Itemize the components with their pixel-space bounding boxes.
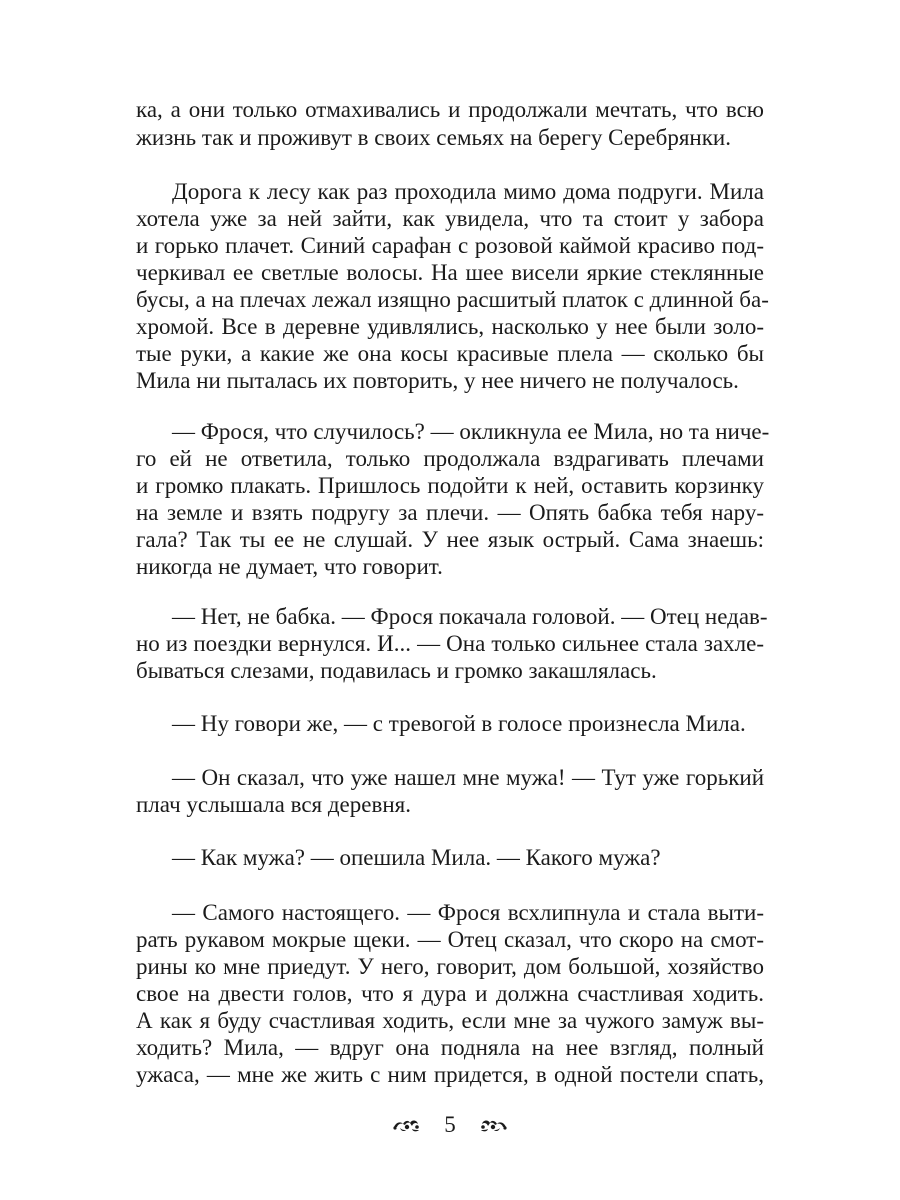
text-line: бусы, а на плечах лежал изящно расшитый платок с длинной ба- <box>136 287 769 312</box>
text-line: го ей не ответила, только продолжала вздрагивать плечами <box>136 446 764 471</box>
text-line: тые руки, а какие же она косы красивые плела — сколько бы <box>136 341 764 366</box>
text-line: ходить? Мила, — вдруг она подняла на нее взгляд, полный <box>136 1035 764 1060</box>
text-line: — Как мужа? — опешила Мила. — Какого мужа? <box>172 845 661 870</box>
text-line: свое на двести голов, что я дура и должна счастливая ходить. <box>136 981 764 1006</box>
text-line: черкивал ее светлые волосы. На шее висели яркие стеклянные <box>136 260 764 285</box>
text-line: — Ну говори же, — с тревогой в голосе произнесла Мила. <box>172 711 746 736</box>
text-line: — Фрося, что случилось? — окликнула ее Мила, но та ниче- <box>172 419 770 444</box>
floral-ornament-right-icon <box>478 1116 508 1134</box>
text-line: — Нет, не бабка. — Фрося покачала головой. — Отец недав- <box>172 604 768 629</box>
text-line: хотела уже за ней зайти, как увидела, что та стоит у забора <box>136 206 764 231</box>
text-line: бываться слезами, подавилась и громко закашлялась. <box>136 658 657 683</box>
text-line: и громко плакать. Пришлось подойти к ней, оставить корзинку <box>136 473 764 498</box>
text-line: — Он сказал, что уже нашел мне мужа! — Тут уже горький <box>172 765 764 790</box>
text-line: никогда не думает, что говорит. <box>136 554 443 579</box>
text-line: на земле и взять подругу за плечи. — Опять бабка тебя нару- <box>136 500 764 525</box>
text-line: А как я буду счастливая ходить, если мне за чужого замуж вы- <box>136 1008 764 1033</box>
text-line: рать рукавом мокрые щеки. — Отец сказал, что скоро на смот- <box>136 927 764 952</box>
text-line: и горько плачет. Синий сарафан с розовой каймой красиво под- <box>136 233 764 258</box>
text-line: гала? Так ты ее не слушай. У нее язык острый. Сама знаешь: <box>136 527 764 552</box>
text-line: но из поездки вернулся. И... — Она только сильнее стала захле- <box>136 631 764 656</box>
text-line: жизнь так и проживут в своих семьях на берегу Серебрянки. <box>136 125 731 150</box>
text-line: ужаса, — мне же жить с ним придется, в одной постели спать, <box>136 1062 764 1087</box>
page-footer <box>0 1110 900 1140</box>
floral-ornament-left-icon <box>392 1116 422 1134</box>
text-line: рины ко мне приедут. У него, говорит, дом большой, хозяйство <box>136 954 764 979</box>
text-line: — Самого настоящего. — Фрося всхлипнула и стала выти- <box>172 900 764 925</box>
text-line: Мила ни пыталась их повторить, у нее ничего не получалось. <box>136 368 739 393</box>
text-line: Дорога к лесу как раз проходила мимо дома подруги. Мила <box>172 179 764 204</box>
text-line: плач услышала вся деревня. <box>136 792 411 817</box>
page-number: 5 <box>444 1112 456 1137</box>
text-line: хромой. Все в деревне удивлялись, насколько у нее были золо- <box>136 314 764 339</box>
text-line: ка, а они только отмахивались и продолжали мечтать, что всю <box>136 97 764 122</box>
